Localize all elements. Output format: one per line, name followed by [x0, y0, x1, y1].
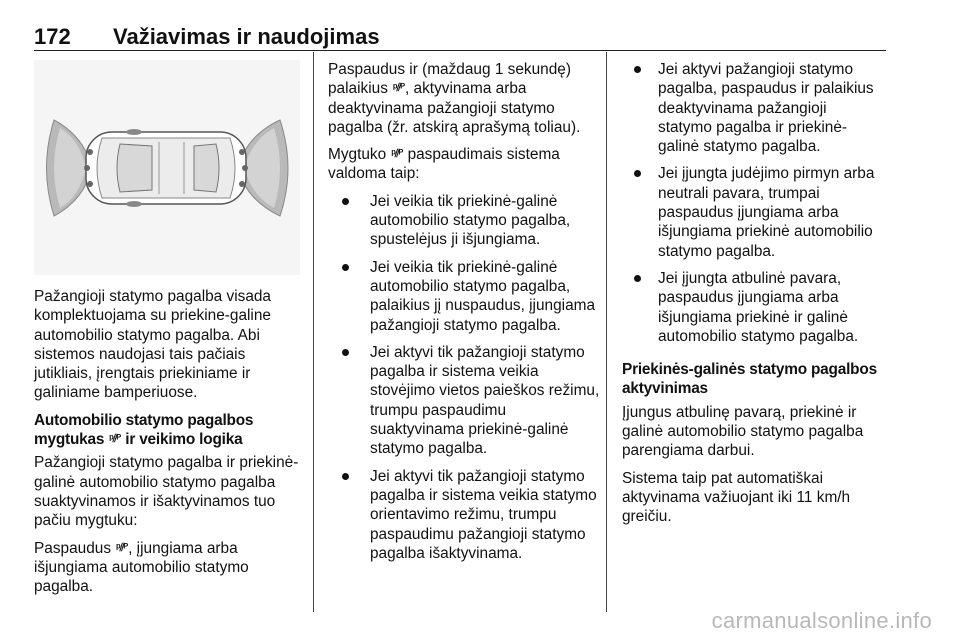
list-item: Jei įjungta atbulinė pavara, paspaudus įjungiama arba išjungiama priekinė ir galinė automobilio statymo pagalba. [622, 269, 884, 346]
column-divider-2 [606, 52, 607, 612]
parking-assist-button-icon: ᵖ⫽ᴾ [109, 433, 121, 446]
auto-activation-paragraph: Sistema taip pat automatiškai aktyvinama važiuojant iki 11 km/h greičiu. [622, 469, 851, 526]
column-3 [622, 60, 884, 535]
bullet-icon [342, 473, 349, 480]
intro-paragraph: Pažangioji statymo pagalba visada komplektuojama su priekine-galine automobilio statymo pagalba. Abi sistemos naudojasi tais pačiais jutikliais, įrengtais priekiniame ir galiniame bamperiuose. [34, 288, 271, 402]
section-heading-button-logic: Automobilio statymo pagalbos mygtukas ᵖ⫽ᴾ ir veikimo logika [34, 411, 254, 449]
list-item: Jei aktyvi tik pažangioji statymo pagalba ir sistema veikia stovėjimo vietos paieškos režimu, trumpu paspaudimu suaktyvinama priekinė-galinė statymo pagalba. [328, 343, 600, 459]
column-divider-1 [313, 52, 314, 612]
list-item: Jei įjungta judėjimo pirmyn arba neutrali pavara, trumpai paspaudus įjungiama arba išjungiama priekinė automobilio statymo pagalba. [622, 164, 884, 260]
button-control-paragraph: Mygtuko ᵖ⫽ᴾ paspaudimais sistema valdoma taip: [328, 146, 560, 183]
page-header [34, 18, 886, 51]
bullet-icon [342, 198, 349, 205]
parking-assist-button-icon: ᵖ⫽ᴾ [391, 148, 403, 161]
page-title: Važiavimas ir naudojimas [113, 24, 380, 49]
control-bullet-list-continued [622, 60, 884, 346]
list-item: Jei veikia tik priekinė-galinė automobilio statymo pagalba, palaikius jį nuspaudus, įjungiama pažangioji statymo pagalba. [328, 258, 600, 335]
bullet-icon [634, 275, 641, 282]
list-item: Jei veikia tik priekinė-galinė automobilio statymo pagalba, spustelėjus ji išjungiama. [328, 192, 600, 250]
button-description-paragraph: Pažangioji statymo pagalba ir priekinė-galinė automobilio statymo pagalba suaktyvinamos ir išaktyvinamos tuo pačiu mygtuku: [34, 454, 299, 530]
press-paragraph: Paspaudus ᵖ⫽ᴾ, įjungiama arba išjungiama automobilio statymo pagalba. [34, 539, 249, 596]
section-heading-activation: Priekinės-galinės statymo pagalbos aktyvinimas [622, 361, 877, 398]
column-1 [34, 60, 304, 604]
bullet-icon [342, 264, 349, 271]
parking-sensors-figure [34, 60, 300, 275]
bullet-icon [634, 66, 641, 73]
column-2 [328, 60, 600, 571]
control-bullet-list [328, 192, 600, 563]
page-number: 172 [34, 24, 71, 49]
reverse-gear-paragraph: Įjungus atbulinę pavarą, priekinė ir galinė automobilio statymo pagalba parengiama darbui. [622, 403, 864, 460]
car-top-view-illustration [34, 60, 300, 275]
list-item: Jei aktyvi tik pažangioji statymo pagalba ir sistema veikia statymo orientavimo režimu, trumpu paspaudimu pažangioji statymo pagalba išaktyvinama. [328, 467, 600, 563]
bullet-icon [342, 349, 349, 356]
parking-assist-button-icon: ᵖ⫽ᴾ [116, 541, 128, 554]
parking-assist-button-icon: ᵖ⫽ᴾ [393, 82, 404, 95]
list-item: Jei aktyvi pažangioji statymo pagalba, paspaudus ir palaikius deaktyvinama pažangioji statymo pagalba ir priekinė-galinė statymo pagalba. [622, 60, 884, 156]
bullet-icon [634, 170, 641, 177]
press-hold-paragraph: Paspaudus ir (maždaug 1 sekundę) palaikius ᵖ⫽ᴾ, aktyvinama arba deaktyvinama pažangioji statymo pagalba (žr. atskirą aprašymą toliau). [328, 61, 581, 136]
watermark-text: carmanualsonline.info [711, 608, 932, 633]
